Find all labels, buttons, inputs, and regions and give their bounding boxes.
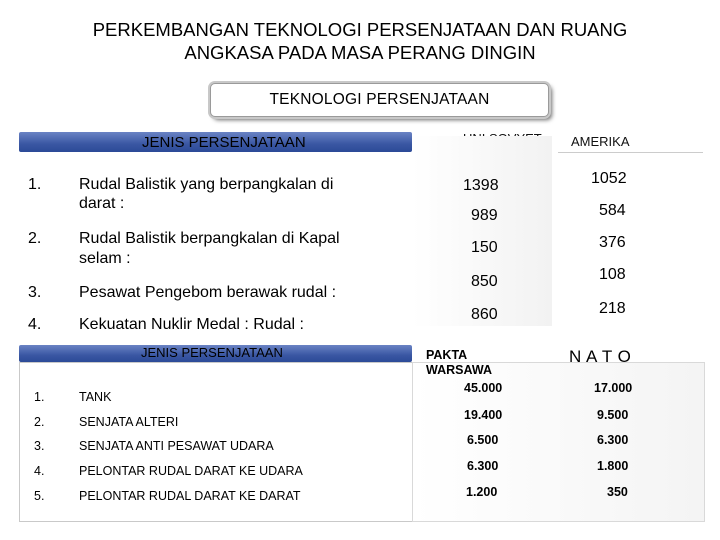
item-label-line2: darat : — [79, 195, 125, 212]
page-title — [0, 18, 720, 64]
item-label-line1: Kekuatan Nuklir Medal : Rudal : — [79, 316, 304, 333]
section2-item-1-label: TANK — [79, 390, 112, 404]
item-number: 1. — [28, 176, 42, 193]
section2-item-3-number: 3. — [34, 439, 45, 453]
value-amerika-4: 108 — [599, 266, 626, 283]
section2-item-5-number: 5. — [34, 489, 45, 503]
section2-item-3-label: SENJATA ANTI PESAWAT UDARA — [79, 439, 274, 453]
section2-item-2-number: 2. — [34, 415, 45, 429]
value-amerika-2: 584 — [599, 202, 626, 219]
section2-item-4-nato: 1.800 — [597, 459, 629, 473]
value-amerika-1: 1052 — [591, 170, 627, 187]
section-banner: TEKNOLOGI PERSENJATAAN — [210, 83, 549, 117]
section2-item-5-nato: 350 — [607, 485, 628, 499]
section2-item-5-pakta: 1.200 — [466, 485, 498, 499]
section1-values-panel — [412, 136, 552, 326]
page-title-line1: PERKEMBANGAN TEKNOLOGI PERSENJATAAN DAN RUANG — [92, 19, 628, 40]
section1-header-label: JENIS PERSENJATAAN — [142, 134, 306, 151]
section2-item-3-nato: 6.300 — [597, 433, 629, 447]
section1-col-amerika: AMERIKA — [571, 134, 630, 149]
item-number: 2. — [28, 230, 42, 247]
section2-item-1-number: 1. — [34, 390, 45, 404]
item-number: 4. — [28, 316, 42, 333]
section2-item-4-pakta: 6.300 — [467, 459, 499, 473]
section2-item-2-nato: 9.500 — [597, 408, 629, 422]
item-label-line2: selam : — [79, 250, 131, 267]
section2-col-nato: N A T O — [569, 347, 632, 366]
page-title-line2: ANGKASA PADA MASA PERANG DINGIN — [184, 42, 536, 63]
section2-item-2-pakta: 19.400 — [464, 408, 503, 422]
value-uni-sovyet-1: 1398 — [463, 177, 499, 194]
section2-item-2-label: SENJATA ALTERI — [79, 415, 179, 429]
value-uni-sovyet-3: 150 — [471, 239, 498, 256]
value-uni-sovyet-5: 860 — [471, 306, 498, 323]
item-label-line1: Pesawat Pengebom berawak rudal : — [79, 284, 337, 301]
section2-item-3-pakta: 6.500 — [467, 433, 499, 447]
col-label-line1: PAKTA — [426, 348, 468, 362]
section2-values-panel — [412, 362, 705, 522]
section2-item-1-pakta: 45.000 — [464, 381, 503, 395]
section2-header-label: JENIS PERSENJATAAN — [141, 345, 283, 360]
section2-item-5-label: PELONTAR RUDAL DARAT KE DARAT — [79, 489, 301, 503]
section1-divider — [558, 152, 703, 153]
col-label-line2: WARSAWA — [426, 363, 492, 377]
value-amerika-3: 376 — [599, 234, 626, 251]
value-uni-sovyet-2: 989 — [471, 207, 498, 224]
item-label-line1: Rudal Balistik berpangkalan di Kapal — [79, 230, 340, 247]
value-amerika-5: 218 — [599, 300, 626, 317]
section2-item-4-label: PELONTAR RUDAL DARAT KE UDARA — [79, 464, 303, 478]
section2-item-4-number: 4. — [34, 464, 45, 478]
section2-item-1-nato: 17.000 — [594, 381, 633, 395]
item-label-line1: Rudal Balistik yang berpangkalan di — [79, 176, 334, 193]
section2-col-pakta-warsawa — [426, 348, 492, 378]
value-uni-sovyet-4: 850 — [471, 273, 498, 290]
item-number: 3. — [28, 284, 42, 301]
